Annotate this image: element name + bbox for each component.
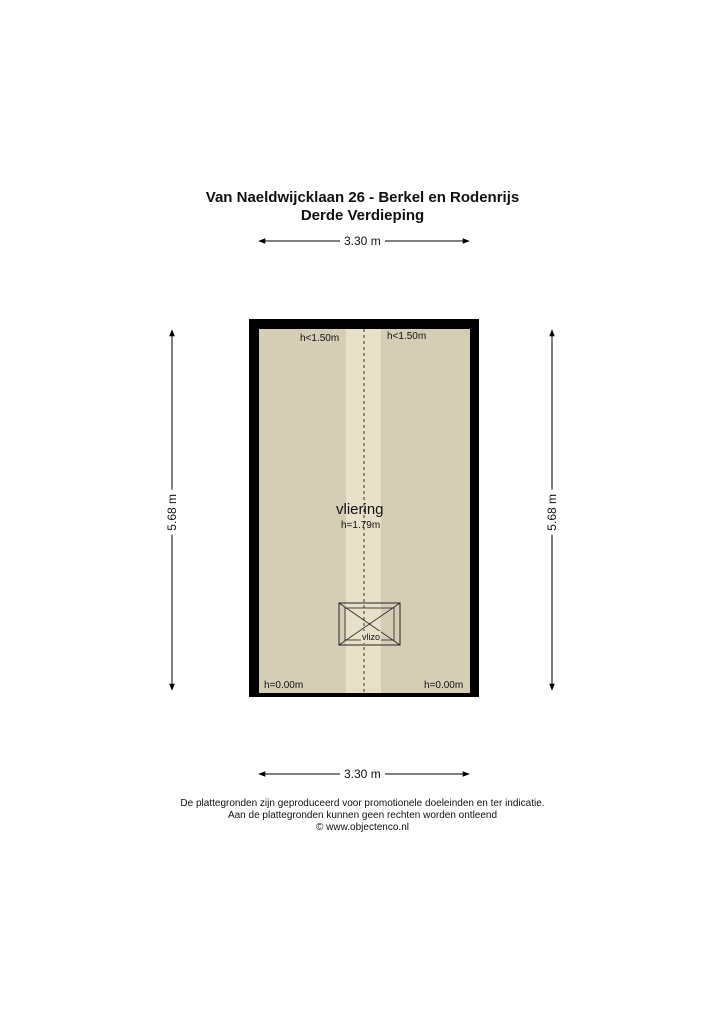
copyright: © www.objectenco.nl	[316, 822, 409, 833]
height-label-bottom-right: h=0.00m	[424, 680, 464, 691]
floor-title: Derde Verdieping	[300, 207, 425, 224]
dimension-label-right: 5.68 m	[545, 490, 559, 535]
page-title: Van Naeldwijcklaan 26 - Berkel en Rodenrijs	[205, 189, 520, 206]
height-label-bottom-left: h=0.00m	[264, 680, 304, 691]
room-name: vliering	[336, 501, 384, 518]
height-label-top-right: h<1.50m	[387, 331, 427, 342]
room-height: h=1.79m	[341, 520, 381, 531]
hatch-label: vlizo	[362, 632, 381, 642]
dimension-label-left: 5.68 m	[165, 490, 179, 535]
dimension-label-bottom: 3.30 m	[340, 767, 385, 781]
disclaimer-line-2: Aan de plattegronden kunnen geen rechten worden ontleend	[227, 810, 498, 821]
disclaimer-line-1: De plattegronden zijn geproduceerd voor promotionele doeleinden en ter indicatie.	[180, 798, 545, 809]
height-label-top-left: h<1.50m	[300, 333, 340, 344]
dimension-label-top: 3.30 m	[340, 234, 385, 248]
